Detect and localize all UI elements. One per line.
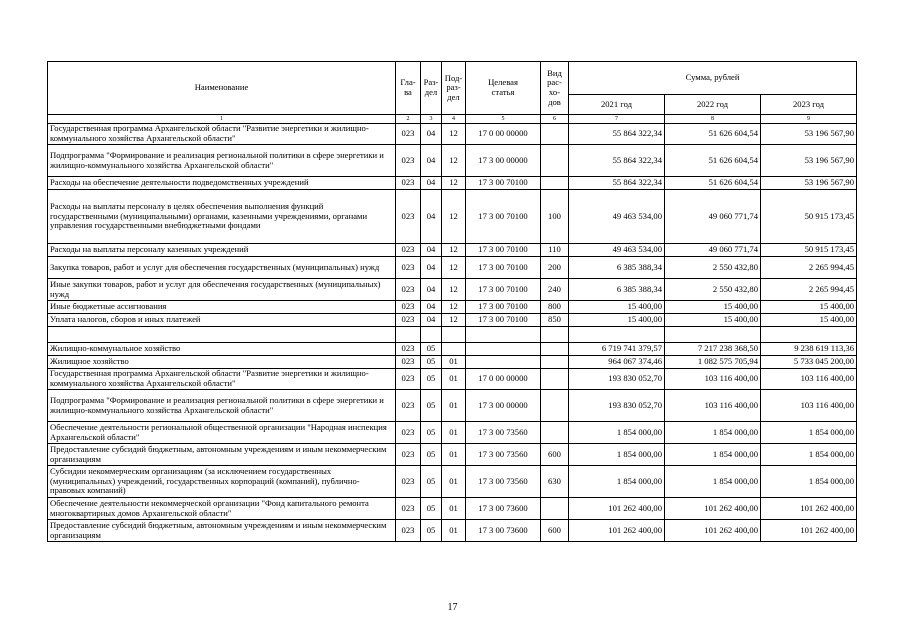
table-cell-name: Расходы на обеспечение деятельности подведомственных учреждений (48, 177, 396, 190)
table-cell-2023: 103 116 400,00 (761, 390, 857, 422)
table-cell-glava: 023 (396, 244, 421, 257)
table-cell-vid (541, 145, 569, 177)
table-cell-2023: 1 854 000,00 (761, 422, 857, 444)
table-cell-target: 17 3 00 70100 (466, 190, 541, 244)
column-index: 2 (396, 115, 421, 124)
table-cell-2022: 101 262 400,00 (665, 498, 761, 520)
table-cell-glava (396, 327, 421, 343)
table-cell-target: 17 3 00 70100 (466, 279, 541, 301)
table-row (48, 520, 857, 542)
table-row (48, 369, 857, 390)
table-cell-2021: 101 262 400,00 (569, 498, 665, 520)
table-cell-vid: 630 (541, 466, 569, 498)
column-index: 4 (442, 115, 466, 124)
table-cell-2022: 51 626 604,54 (665, 177, 761, 190)
table-cell-2023: 103 116 400,00 (761, 369, 857, 390)
header-glava: Гла- ва (396, 62, 421, 115)
table-cell-2022: 51 626 604,54 (665, 124, 761, 145)
column-index: 9 (761, 115, 857, 124)
header-razdel: Раз- дел (421, 62, 442, 115)
table-cell-2023: 101 262 400,00 (761, 520, 857, 542)
table-cell-vid (541, 369, 569, 390)
table-cell-vid: 800 (541, 301, 569, 314)
table-cell-2022: 103 116 400,00 (665, 390, 761, 422)
table-cell-razdel: 05 (421, 466, 442, 498)
table-cell-glava: 023 (396, 520, 421, 542)
table-cell-razdel: 04 (421, 314, 442, 327)
table-cell-vid: 100 (541, 190, 569, 244)
table-cell-glava: 023 (396, 498, 421, 520)
table-cell-2021: 193 830 052,70 (569, 369, 665, 390)
table-cell-razdel: 04 (421, 279, 442, 301)
table-row (48, 327, 857, 343)
table-cell-podrazdel: 01 (442, 356, 466, 369)
table-cell-vid: 110 (541, 244, 569, 257)
table-cell-vid (541, 390, 569, 422)
table-cell-glava: 023 (396, 422, 421, 444)
column-index: 7 (569, 115, 665, 124)
table-cell-target: 17 3 00 73560 (466, 422, 541, 444)
table-cell-target (466, 327, 541, 343)
table-cell-target (466, 356, 541, 369)
table-cell-razdel: 05 (421, 498, 442, 520)
table-cell-target: 17 3 00 70100 (466, 301, 541, 314)
table-cell-2021: 55 864 322,34 (569, 177, 665, 190)
table-cell-2023: 53 196 567,90 (761, 124, 857, 145)
table-cell-razdel: 04 (421, 177, 442, 190)
table-cell-glava: 023 (396, 257, 421, 279)
table-cell-vid (541, 327, 569, 343)
table-cell-vid (541, 177, 569, 190)
table-cell-razdel: 05 (421, 444, 442, 466)
table-cell-name: Закупка товаров, работ и услуг для обеспечения государственных (муниципальных) нужд (48, 257, 396, 279)
table-cell-glava: 023 (396, 390, 421, 422)
table-cell-podrazdel: 12 (442, 279, 466, 301)
table-body (48, 124, 857, 542)
table-cell-2022: 51 626 604,54 (665, 145, 761, 177)
table-cell-2021: 6 385 388,34 (569, 279, 665, 301)
table-cell-vid (541, 124, 569, 145)
table-cell-glava: 023 (396, 369, 421, 390)
table-cell-glava: 023 (396, 279, 421, 301)
table-cell-name: Обеспечение деятельности региональной общественной организации "Народная инспекция Архангельской области" (48, 422, 396, 444)
table-cell-podrazdel: 01 (442, 444, 466, 466)
table-cell-name: Расходы на выплаты персоналу казенных учреждений (48, 244, 396, 257)
table-cell-2021 (569, 327, 665, 343)
table-cell-podrazdel: 01 (442, 520, 466, 542)
table-cell-2022: 15 400,00 (665, 301, 761, 314)
table-cell-2022: 103 116 400,00 (665, 369, 761, 390)
table-cell-vid: 600 (541, 520, 569, 542)
table-cell-podrazdel: 01 (442, 390, 466, 422)
table-cell-razdel: 04 (421, 244, 442, 257)
table-cell-vid (541, 498, 569, 520)
table-cell-glava: 023 (396, 343, 421, 356)
table-cell-2022: 1 854 000,00 (665, 422, 761, 444)
table-cell-podrazdel: 12 (442, 145, 466, 177)
table-cell-glava: 023 (396, 466, 421, 498)
column-index: 3 (421, 115, 442, 124)
table-cell-target: 17 3 00 70100 (466, 257, 541, 279)
table-cell-name: Предоставление субсидий бюджетным, автономным учреждениям и иным некоммерческим организациям (48, 520, 396, 542)
table-cell-razdel: 04 (421, 145, 442, 177)
table-cell-glava: 023 (396, 356, 421, 369)
table-cell-2023: 15 400,00 (761, 301, 857, 314)
table-cell-2021: 49 463 534,00 (569, 190, 665, 244)
table-cell-podrazdel: 01 (442, 466, 466, 498)
table-cell-razdel: 04 (421, 124, 442, 145)
table-cell-vid: 240 (541, 279, 569, 301)
table-row (48, 314, 857, 327)
table-row (48, 356, 857, 369)
table-row (48, 124, 857, 145)
table-cell-glava: 023 (396, 301, 421, 314)
table-cell-razdel: 05 (421, 390, 442, 422)
column-index: 6 (541, 115, 569, 124)
table-cell-target: 17 3 00 73560 (466, 466, 541, 498)
table-cell-name: Обеспечение деятельности некоммерческой организации "Фонд капитального ремонта многоквартирных домов Архангельской области" (48, 498, 396, 520)
table-cell-name: Иные закупки товаров, работ и услуг для обеспечения государственных (муниципальных) нужд (48, 279, 396, 301)
table-cell-2021: 55 864 322,34 (569, 124, 665, 145)
table-cell-2023: 5 733 045 200,00 (761, 356, 857, 369)
table-cell-podrazdel: 12 (442, 190, 466, 244)
table-cell-podrazdel: 12 (442, 301, 466, 314)
table-cell-name: Расходы на выплаты персоналу в целях обеспечения выполнения функций государственными (муниципальными) органами, казенными учреждениями, органами управления государственными внебюджетными фондами (48, 190, 396, 244)
table-cell-2022: 1 082 575 705,94 (665, 356, 761, 369)
table-cell-glava: 023 (396, 177, 421, 190)
table-cell-name (48, 327, 396, 343)
table-cell-razdel: 05 (421, 369, 442, 390)
table-cell-2022: 49 060 771,74 (665, 190, 761, 244)
table-cell-vid: 200 (541, 257, 569, 279)
table-cell-2021: 15 400,00 (569, 301, 665, 314)
table-row (48, 244, 857, 257)
table-cell-2023: 1 854 000,00 (761, 444, 857, 466)
table-cell-2021: 1 854 000,00 (569, 422, 665, 444)
table-cell-vid (541, 343, 569, 356)
table-row (48, 422, 857, 444)
table-cell-podrazdel: 12 (442, 257, 466, 279)
table-cell-podrazdel: 12 (442, 314, 466, 327)
table-row (48, 498, 857, 520)
budget-table (47, 61, 857, 542)
table-cell-vid: 850 (541, 314, 569, 327)
table-cell-name: Иные бюджетные ассигнования (48, 301, 396, 314)
table-cell-2023: 9 238 619 113,36 (761, 343, 857, 356)
table-cell-target: 17 3 00 70100 (466, 314, 541, 327)
table-cell-target: 17 0 00 00000 (466, 124, 541, 145)
table-row (48, 466, 857, 498)
table-cell-2022: 49 060 771,74 (665, 244, 761, 257)
page-number: 17 (447, 602, 458, 613)
table-cell-name: Жилищное хозяйство (48, 356, 396, 369)
table-row (48, 279, 857, 301)
table-cell-2022: 15 400,00 (665, 314, 761, 327)
header-target: Целевая статья (466, 62, 541, 115)
table-cell-glava: 023 (396, 145, 421, 177)
table-cell-name: Жилищно-коммунальное хозяйство (48, 343, 396, 356)
header-name: Наименование (48, 62, 396, 115)
table-cell-razdel: 04 (421, 257, 442, 279)
table-cell-2022 (665, 327, 761, 343)
table-cell-target: 17 3 00 70100 (466, 244, 541, 257)
table-cell-2021: 193 830 052,70 (569, 390, 665, 422)
header-2022: 2022 год (665, 95, 761, 115)
table-row (48, 257, 857, 279)
table-cell-glava: 023 (396, 124, 421, 145)
table-cell-razdel: 04 (421, 190, 442, 244)
table-row (48, 301, 857, 314)
table-cell-glava: 023 (396, 190, 421, 244)
column-index: 5 (466, 115, 541, 124)
table-row (48, 444, 857, 466)
header-vid: Вид рас- хо- дов (541, 62, 569, 115)
table-cell-2023: 2 265 994,45 (761, 279, 857, 301)
table-cell-2022: 7 217 238 368,50 (665, 343, 761, 356)
column-index: 1 (48, 115, 396, 124)
table-row (48, 390, 857, 422)
table-cell-target: 17 3 00 73560 (466, 444, 541, 466)
table-cell-razdel: 05 (421, 422, 442, 444)
table-cell-target (466, 343, 541, 356)
table-cell-2021: 101 262 400,00 (569, 520, 665, 542)
table-row (48, 190, 857, 244)
table-cell-2021: 6 719 741 379,57 (569, 343, 665, 356)
table-cell-2023: 1 854 000,00 (761, 466, 857, 498)
table-cell-2021: 15 400,00 (569, 314, 665, 327)
table-cell-2021: 964 067 374,46 (569, 356, 665, 369)
table-cell-2023: 50 915 173,45 (761, 190, 857, 244)
table-cell-name: Субсидии некоммерческим организациям (за исключением государственных (муниципальных) учреждений, государственных корпораций (компаний), публично-правовых компаний) (48, 466, 396, 498)
column-index: 8 (665, 115, 761, 124)
table-cell-2022: 101 262 400,00 (665, 520, 761, 542)
table-cell-podrazdel: 12 (442, 244, 466, 257)
table-cell-2022: 1 854 000,00 (665, 466, 761, 498)
table-cell-2023: 53 196 567,90 (761, 177, 857, 190)
table-cell-2021: 49 463 534,00 (569, 244, 665, 257)
table-cell-podrazdel (442, 327, 466, 343)
table-cell-name: Государственная программа Архангельской области "Развитие энергетики и жилищно-коммунального хозяйства Архангельской области" (48, 124, 396, 145)
table-cell-2021: 55 864 322,34 (569, 145, 665, 177)
table-cell-target: 17 3 00 73600 (466, 520, 541, 542)
table-cell-2023: 2 265 994,45 (761, 257, 857, 279)
table-row (48, 343, 857, 356)
header-2023: 2023 год (761, 95, 857, 115)
table-row (48, 177, 857, 190)
table-cell-name: Предоставление субсидий бюджетным, автономным учреждениям и иным некоммерческим организациям (48, 444, 396, 466)
header-podrazdel: Под- раз- дел (442, 62, 466, 115)
table-cell-podrazdel: 01 (442, 369, 466, 390)
table-cell-vid: 600 (541, 444, 569, 466)
table-cell-podrazdel: 01 (442, 498, 466, 520)
table-cell-razdel (421, 327, 442, 343)
table-cell-2023: 15 400,00 (761, 314, 857, 327)
table-cell-2021: 1 854 000,00 (569, 466, 665, 498)
table-cell-2023: 50 915 173,45 (761, 244, 857, 257)
table-cell-glava: 023 (396, 314, 421, 327)
table-cell-podrazdel: 12 (442, 124, 466, 145)
table-cell-razdel: 05 (421, 520, 442, 542)
table-cell-vid (541, 356, 569, 369)
table-cell-glava: 023 (396, 444, 421, 466)
table-cell-2021: 6 385 388,34 (569, 257, 665, 279)
header-sum: Сумма, рублей (569, 62, 857, 95)
table-cell-name: Уплата налогов, сборов и иных платежей (48, 314, 396, 327)
table-cell-target: 17 3 00 73600 (466, 498, 541, 520)
table-cell-name: Государственная программа Архангельской области "Развитие энергетики и жилищно-коммунального хозяйства Архангельской области" (48, 369, 396, 390)
table-cell-2023 (761, 327, 857, 343)
table-cell-podrazdel (442, 343, 466, 356)
table-cell-name: Подпрограмма "Формирование и реализация региональной политики в сфере энергетики и жилищно-коммунального хозяйства Архангельской области" (48, 145, 396, 177)
table-row (48, 145, 857, 177)
table-cell-podrazdel: 01 (442, 422, 466, 444)
table-cell-name: Подпрограмма "Формирование и реализация региональной политики в сфере энергетики и жилищно-коммунального хозяйства Архангельской области" (48, 390, 396, 422)
table-cell-vid (541, 422, 569, 444)
table-cell-target: 17 3 00 00000 (466, 390, 541, 422)
table-cell-2022: 2 550 432,80 (665, 279, 761, 301)
table-cell-razdel: 05 (421, 343, 442, 356)
table-cell-2021: 1 854 000,00 (569, 444, 665, 466)
table-cell-target: 17 3 00 00000 (466, 145, 541, 177)
table-cell-2023: 101 262 400,00 (761, 498, 857, 520)
table-cell-razdel: 05 (421, 356, 442, 369)
table-cell-2023: 53 196 567,90 (761, 145, 857, 177)
header-2021: 2021 год (569, 95, 665, 115)
table-cell-2022: 1 854 000,00 (665, 444, 761, 466)
table-cell-2022: 2 550 432,80 (665, 257, 761, 279)
table-cell-target: 17 3 00 70100 (466, 177, 541, 190)
table-cell-razdel: 04 (421, 301, 442, 314)
table-cell-target: 17 0 00 00000 (466, 369, 541, 390)
table-cell-podrazdel: 12 (442, 177, 466, 190)
